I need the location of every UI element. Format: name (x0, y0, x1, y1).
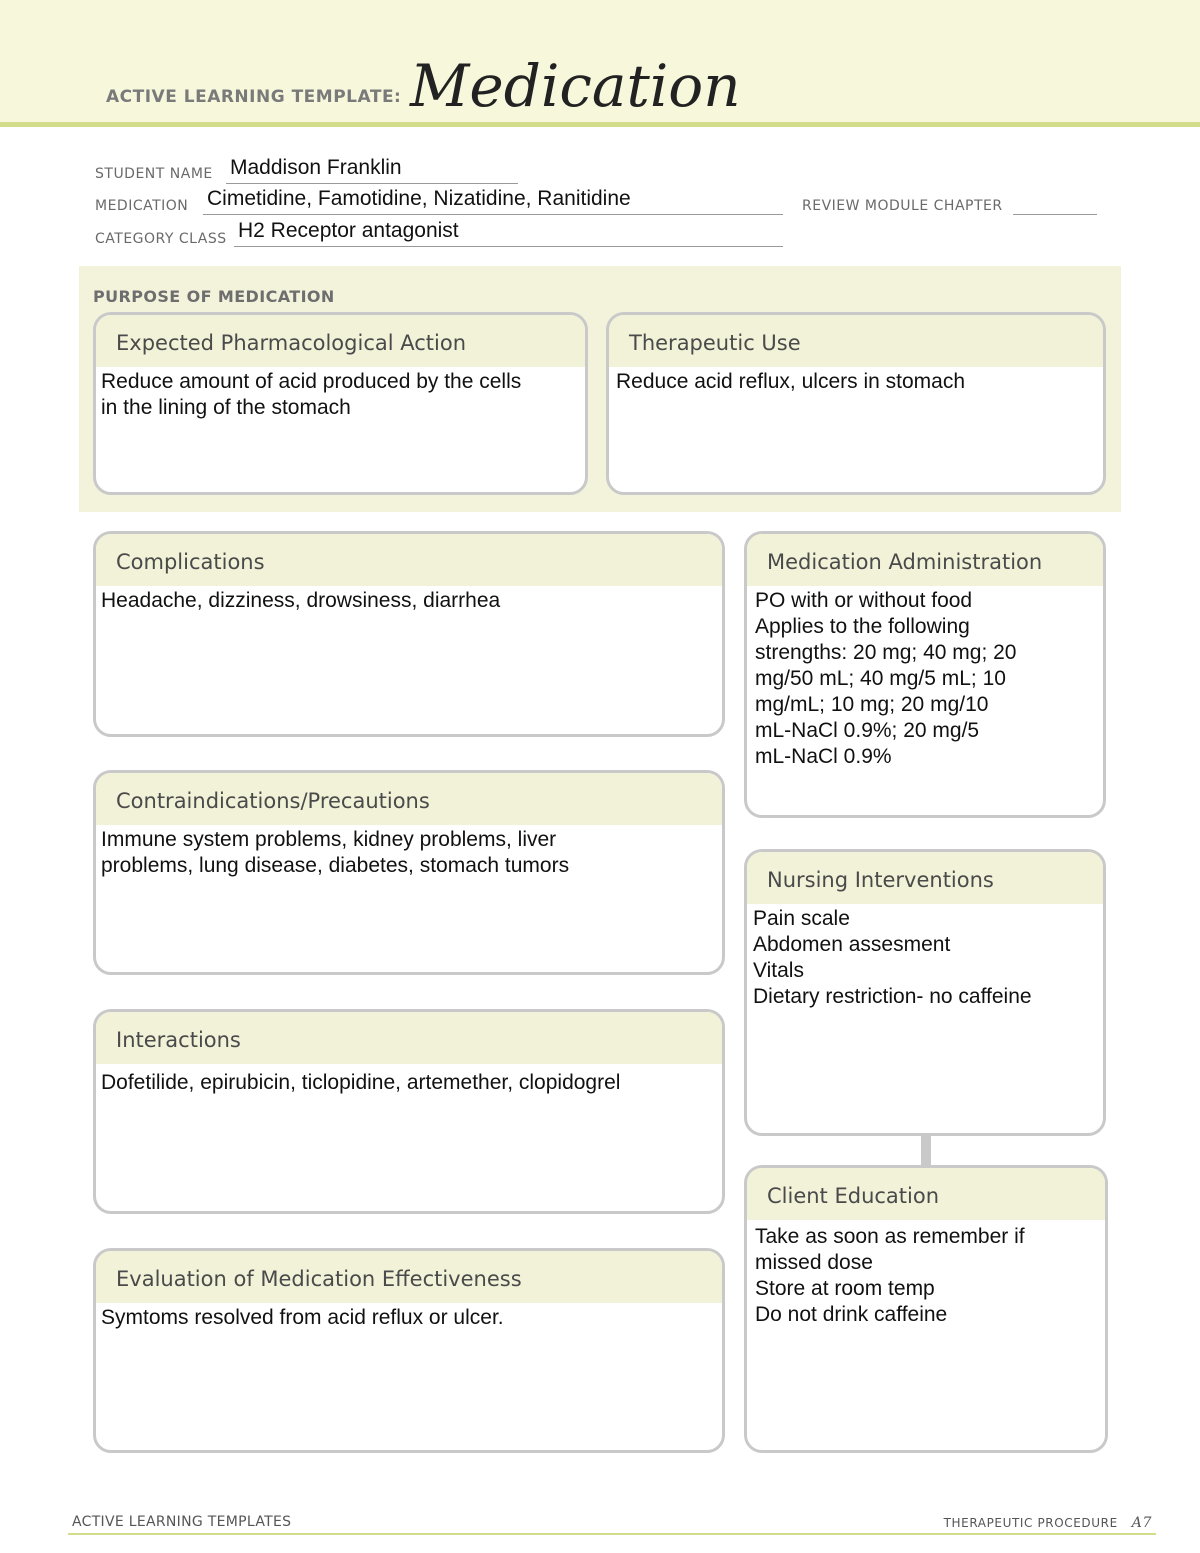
review-module-line[interactable] (1013, 214, 1097, 215)
administration-box (744, 531, 1106, 818)
complications-text[interactable] (96, 586, 722, 614)
complications-box (93, 531, 725, 737)
text-line: Symtoms resolved from acid reflux or ulcer. (101, 1306, 504, 1329)
medication-line (203, 214, 783, 215)
administration-text[interactable] (747, 586, 1103, 770)
interactions-text[interactable] (96, 1064, 722, 1096)
nursing-interventions-box (744, 849, 1106, 1136)
text-line: in the lining of the stomach (101, 396, 351, 419)
interactions-box (93, 1009, 725, 1214)
contraindications-text[interactable] (96, 825, 722, 879)
client-education-heading: Client Education (747, 1168, 1105, 1220)
client-education-box (744, 1165, 1108, 1453)
text-line: strengths: 20 mg; 40 mg; 20 (755, 641, 1017, 664)
text-line: Dofetilide, epirubicin, ticlopidine, artemether, clopidogrel (101, 1071, 621, 1094)
footer-left: ACTIVE LEARNING TEMPLATES (72, 1514, 292, 1530)
nursing-interventions-text[interactable] (747, 904, 1103, 1010)
student-name-value[interactable]: Maddison Franklin (230, 156, 402, 179)
header-divider (0, 122, 1200, 127)
connector-line (921, 1134, 931, 1166)
text-line: mL-NaCl 0.9% (755, 745, 892, 768)
evaluation-text[interactable] (96, 1303, 722, 1331)
text-line: Dietary restriction- no caffeine (753, 985, 1032, 1008)
template-label: ACTIVE LEARNING TEMPLATE: (106, 87, 402, 107)
text-line: Abdomen assesment (753, 933, 951, 956)
text-line: PO with or without food (755, 589, 973, 612)
expected-action-box (93, 312, 588, 495)
text-line: Immune system problems, kidney problems, liver (101, 828, 557, 851)
category-class-label: CATEGORY CLASS (95, 231, 227, 247)
text-line: Store at room temp (755, 1277, 935, 1300)
text-line: Take as soon as remember if (755, 1225, 1025, 1248)
contraindications-box (93, 770, 725, 975)
text-line: problems, lung disease, diabetes, stomach tumors (101, 854, 570, 877)
medication-value[interactable]: Cimetidine, Famotidine, Nizatidine, Ranitidine (207, 187, 631, 210)
evaluation-box (93, 1248, 725, 1453)
interactions-heading: Interactions (96, 1012, 722, 1064)
student-name-label: STUDENT NAME (95, 166, 213, 182)
text-line: mg/mL; 10 mg; 20 mg/10 (755, 693, 989, 716)
therapeutic-use-box (606, 312, 1106, 495)
text-line: Headache, dizziness, drowsiness, diarrhea (101, 589, 501, 612)
expected-action-text[interactable] (96, 367, 585, 421)
text-line: Vitals (753, 959, 804, 982)
text-line: missed dose (755, 1251, 873, 1274)
student-name-line (226, 183, 518, 184)
medication-label: MEDICATION (95, 198, 189, 214)
administration-heading: Medication Administration (747, 534, 1103, 586)
category-class-line (234, 246, 783, 247)
page-title: Medication (410, 52, 741, 120)
expected-action-heading: Expected Pharmacological Action (96, 315, 585, 367)
footer-divider (68, 1533, 1156, 1535)
footer-section-label: THERAPEUTIC PROCEDURE (943, 1516, 1118, 1530)
page-number: A7 (1131, 1515, 1152, 1531)
evaluation-heading: Evaluation of Medication Effectiveness (96, 1251, 722, 1303)
review-module-label: REVIEW MODULE CHAPTER (802, 198, 1003, 214)
client-education-text[interactable] (747, 1220, 1105, 1328)
text-line: Reduce amount of acid produced by the cells (101, 370, 522, 393)
nursing-interventions-heading: Nursing Interventions (747, 852, 1103, 904)
purpose-title: PURPOSE OF MEDICATION (93, 287, 335, 306)
therapeutic-use-text[interactable] (609, 367, 1103, 395)
text-line: mL-NaCl 0.9%; 20 mg/5 (755, 719, 980, 742)
text-line: Reduce acid reflux, ulcers in stomach (616, 370, 965, 393)
contraindications-heading: Contraindications/Precautions (96, 773, 722, 825)
complications-heading: Complications (96, 534, 722, 586)
text-line: mg/50 mL; 40 mg/5 mL; 10 (755, 667, 1006, 690)
therapeutic-use-heading: Therapeutic Use (609, 315, 1103, 367)
text-line: Applies to the following (755, 615, 970, 638)
text-line: Pain scale (753, 907, 850, 930)
text-line: Do not drink caffeine (755, 1303, 948, 1326)
category-class-value[interactable]: H2 Receptor antagonist (238, 219, 459, 242)
footer-right (944, 1515, 1152, 1531)
